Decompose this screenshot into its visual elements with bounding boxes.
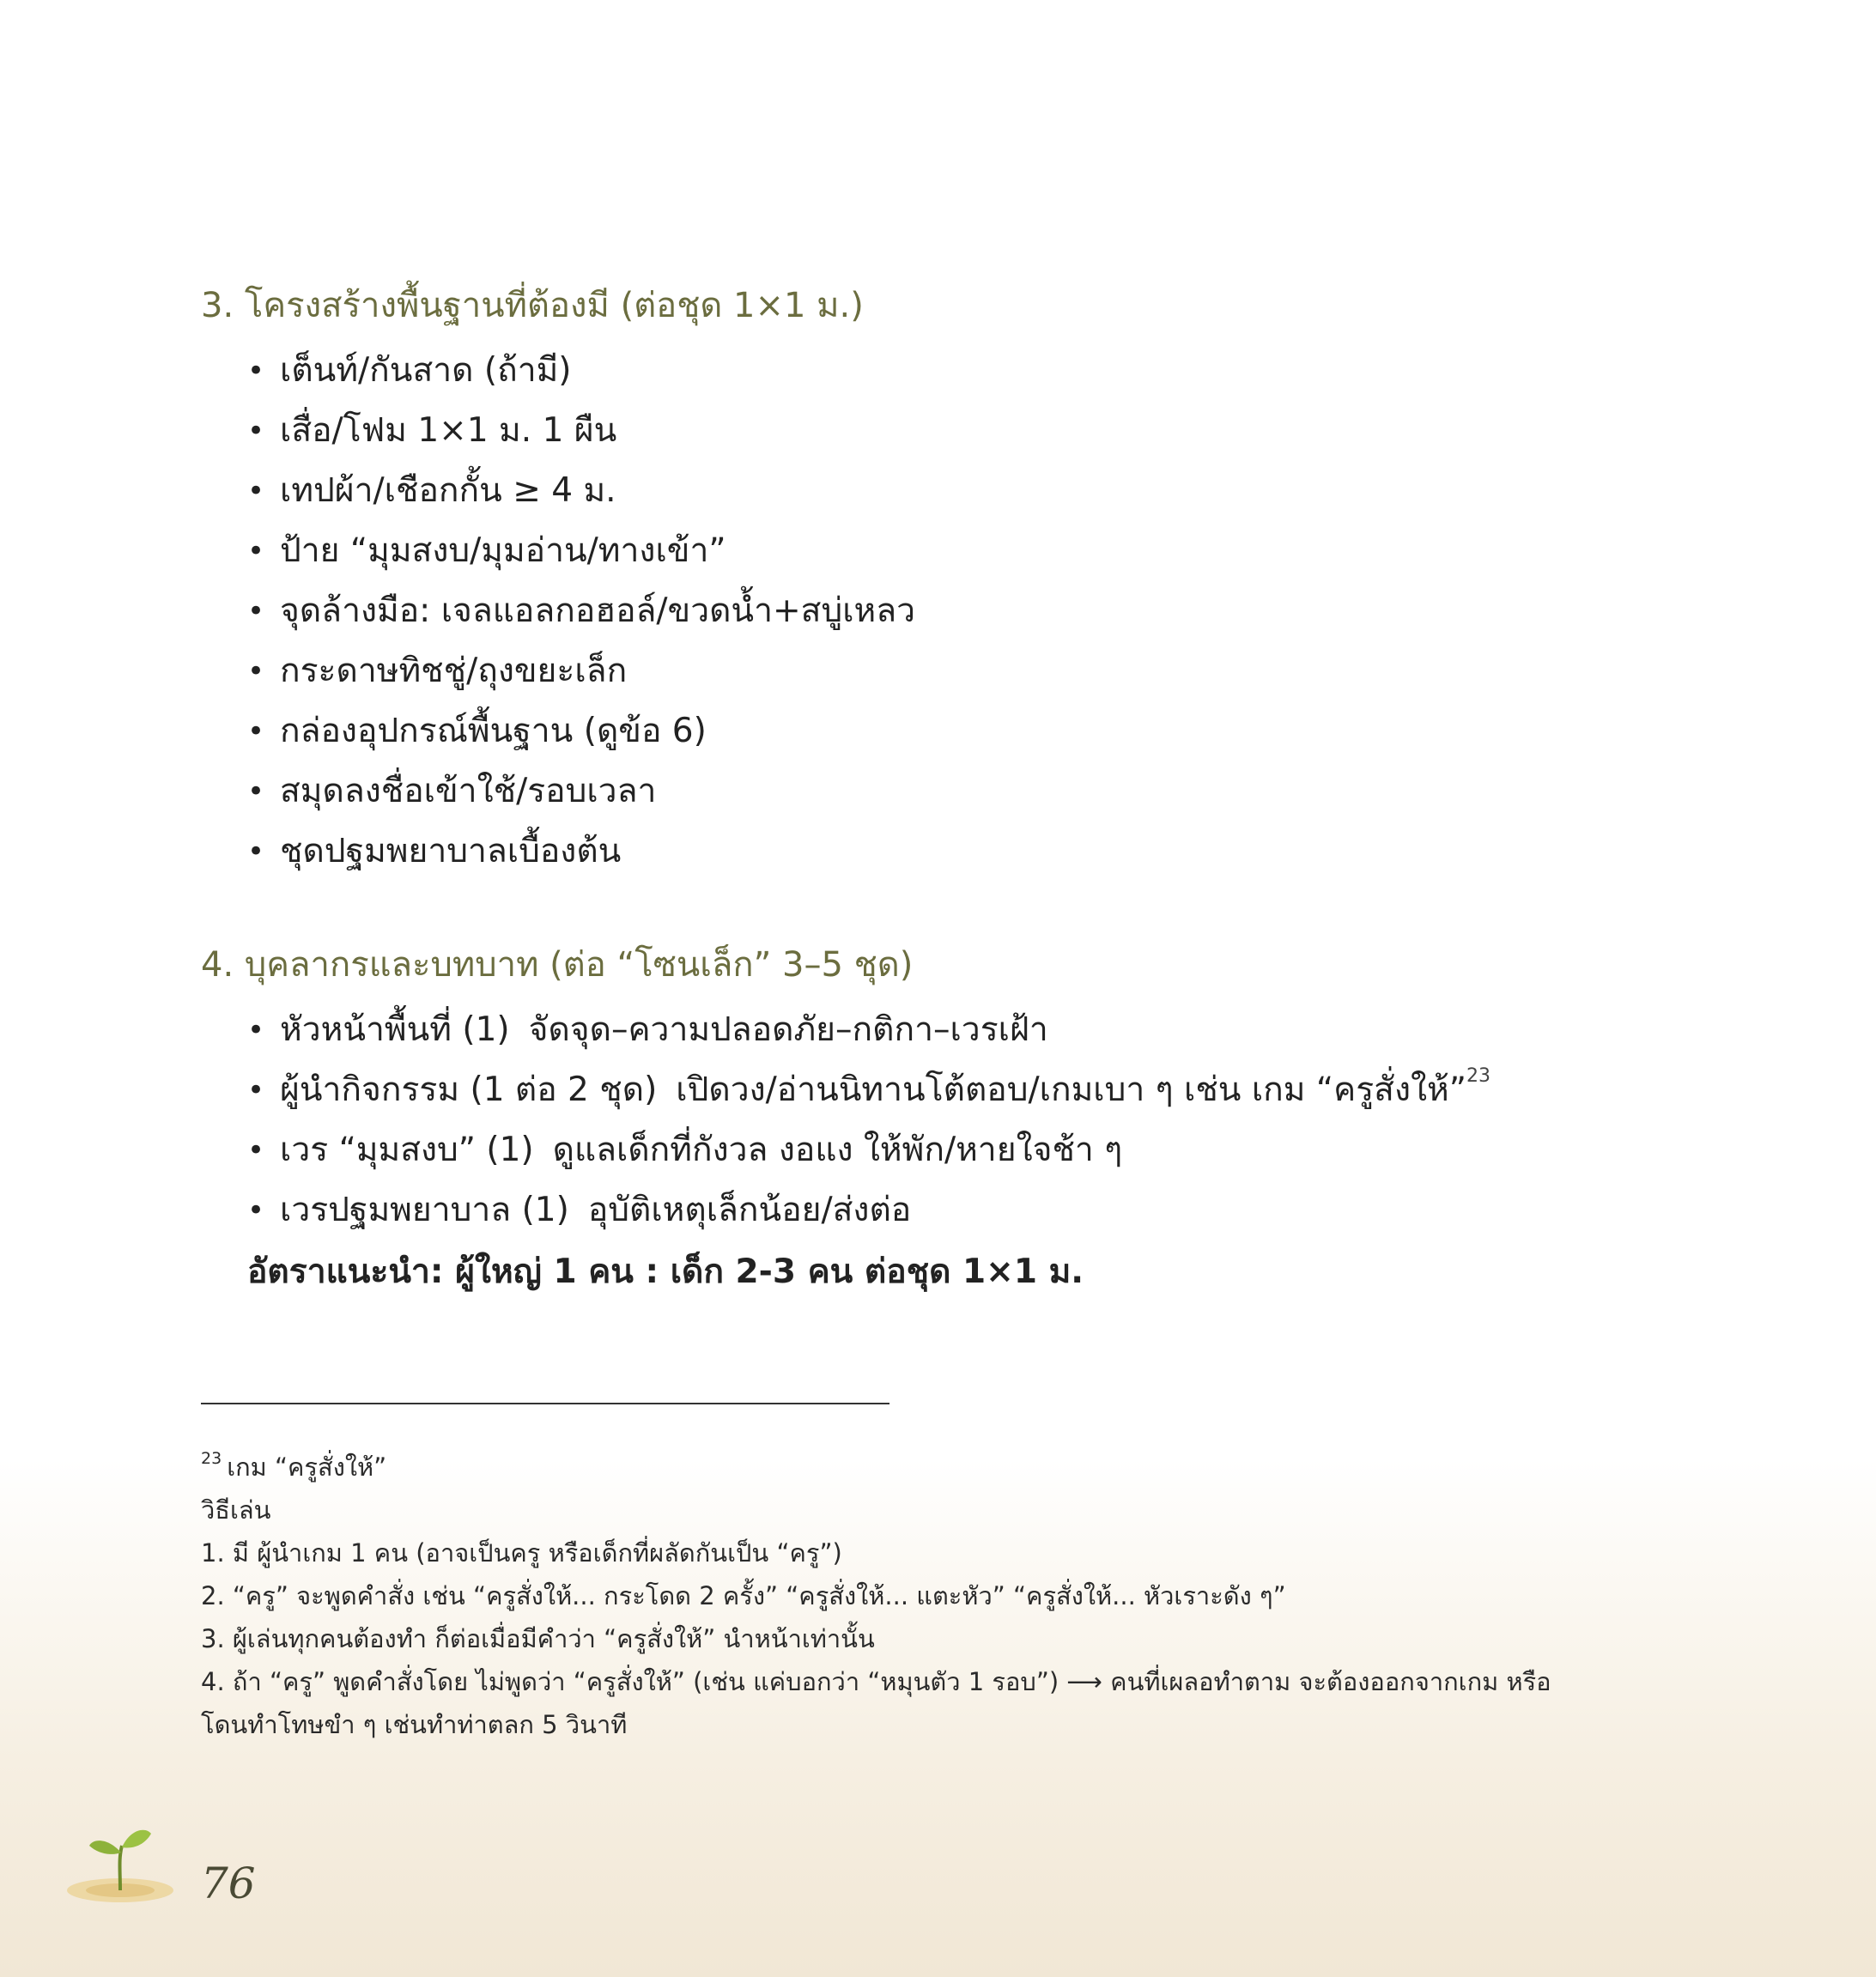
list-item: • ชุดปฐมพยาบาลเบื้องต้น xyxy=(247,822,915,882)
list-item: • กระดาษทิชชู่/ถุงขยะเล็ก xyxy=(247,641,915,701)
list-item: • เต็นท์/กันสาด (ถ้ามี) xyxy=(247,341,915,401)
footnote-title: $^{23}$ เกม “ครูสั่งให้” xyxy=(201,1449,387,1482)
list-item xyxy=(247,1180,1490,1240)
list-item: • จุดล้างมือ: เจลแอลกอฮอล์/ขวดน้ำ+สบู่เหลว xyxy=(247,581,915,641)
role-duty: เปิดวง/อ่านนิทานโต้ตอบ/เกมเบา ๆ เช่น เกม “ครูสั่งให้” xyxy=(676,1070,1466,1109)
list-item: • เสื่อ/โฟม 1×1 ม. 1 ผืน xyxy=(247,401,915,461)
section-4-list xyxy=(247,1000,1490,1240)
list-item: • สมุดลงชื่อเข้าใช้/รอบเวลา xyxy=(247,761,915,822)
list-item: • ป้าย “มุมสงบ/มุมอ่าน/ทางเข้า” xyxy=(247,521,915,581)
section-3-list xyxy=(247,341,915,882)
list-item xyxy=(247,1120,1490,1180)
footnote-line: 2. “ครู” จะพูดคำสั่ง เช่น “ครูสั่งให้... กระโดด 2 ครั้ง” “ครูสั่งให้... แตะหัว” “ครูสั่งให้... หัวเราะดัง ๆ” xyxy=(201,1581,1286,1610)
bullet-icon: • xyxy=(247,354,265,388)
role-label: ผู้นำกิจกรรม (1 ต่อ 2 ชุด) xyxy=(280,1070,658,1109)
bullet-icon: • xyxy=(247,714,265,749)
role-label: เวรปฐมพยาบาล (1) xyxy=(280,1191,569,1229)
list-item xyxy=(247,1060,1490,1120)
footnote-line: โดนทำโทษขำ ๆ เช่นทำท่าตลก 5 วินาที xyxy=(201,1710,628,1739)
recommended-ratio: อัตราแนะนำ: ผู้ใหญ่ 1 คน : เด็ก 2-3 คน ต่อชุด 1×1 ม. xyxy=(247,1252,1084,1291)
bullet-icon: • xyxy=(247,774,265,809)
footnote-subtitle: วิธีเล่น xyxy=(201,1495,271,1525)
role-duty: ดูแลเด็กที่กังวล งอแง ให้พัก/หายใจช้า ๆ xyxy=(552,1131,1123,1169)
role-label: เวร “มุมสงบ” (1) xyxy=(280,1131,534,1169)
bullet-icon: • xyxy=(247,1133,265,1167)
bullet-icon: • xyxy=(247,594,265,628)
footnote-line: 3. ผู้เล่นทุกคนต้องทำ ก็ต่อเมื่อมีคำว่า “ครูสั่งให้” นำหน้าเท่านั้น xyxy=(201,1624,875,1653)
bullet-icon: • xyxy=(247,654,265,688)
bullet-icon: • xyxy=(247,1073,265,1107)
footnote-divider xyxy=(201,1403,889,1404)
footnote-line: 1. มี ผู้นำเกม 1 คน (อาจเป็นครู หรือเด็กที่ผลัดกันเป็น “ครู”) xyxy=(201,1538,842,1568)
bullet-icon: • xyxy=(247,1013,265,1047)
sprout-icon xyxy=(60,1811,180,1906)
bullet-icon: • xyxy=(247,834,265,869)
role-duty: จัดจุด–ความปลอดภัย–กติกา–เวรเฝ้า xyxy=(528,1010,1048,1049)
list-item xyxy=(247,1000,1490,1060)
footnotes xyxy=(201,1446,1551,1746)
bullet-icon: • xyxy=(247,414,265,448)
footnote-line: 4. ถ้า “ครู” พูดคำสั่งโดย ไม่พูดว่า “ครูสั่งให้” (เช่น แค่บอกว่า “หมุนตัว 1 รอบ”) ⟶ คนที่เผลอทำตาม จะต้องออกจากเกม หรือ xyxy=(201,1667,1551,1696)
section-3-heading: 3. โครงสร้างพื้นฐานที่ต้องมี (ต่อชุด 1×1 ม.) xyxy=(201,286,864,325)
role-duty: อุบัติเหตุเล็กน้อย/ส่งต่อ xyxy=(587,1191,912,1229)
role-label: หัวหน้าพื้นที่ (1) xyxy=(280,1010,510,1049)
page-number: 76 xyxy=(201,1859,256,1908)
bullet-icon: • xyxy=(247,534,265,568)
list-item: • เทปผ้า/เชือกกั้น ≥ 4 ม. xyxy=(247,461,915,521)
bullet-icon: • xyxy=(247,1193,265,1228)
footnote-ref[interactable]: 23 xyxy=(1466,1065,1490,1087)
section-4-heading: 4. บุคลากรและบทบาท (ต่อ “โซนเล็ก” 3–5 ชุด) xyxy=(201,945,914,985)
footnote-marker: 23 xyxy=(201,1449,222,1468)
list-item: • กล่องอุปกรณ์พื้นฐาน (ดูข้อ 6) xyxy=(247,701,915,761)
bullet-icon: • xyxy=(247,474,265,508)
